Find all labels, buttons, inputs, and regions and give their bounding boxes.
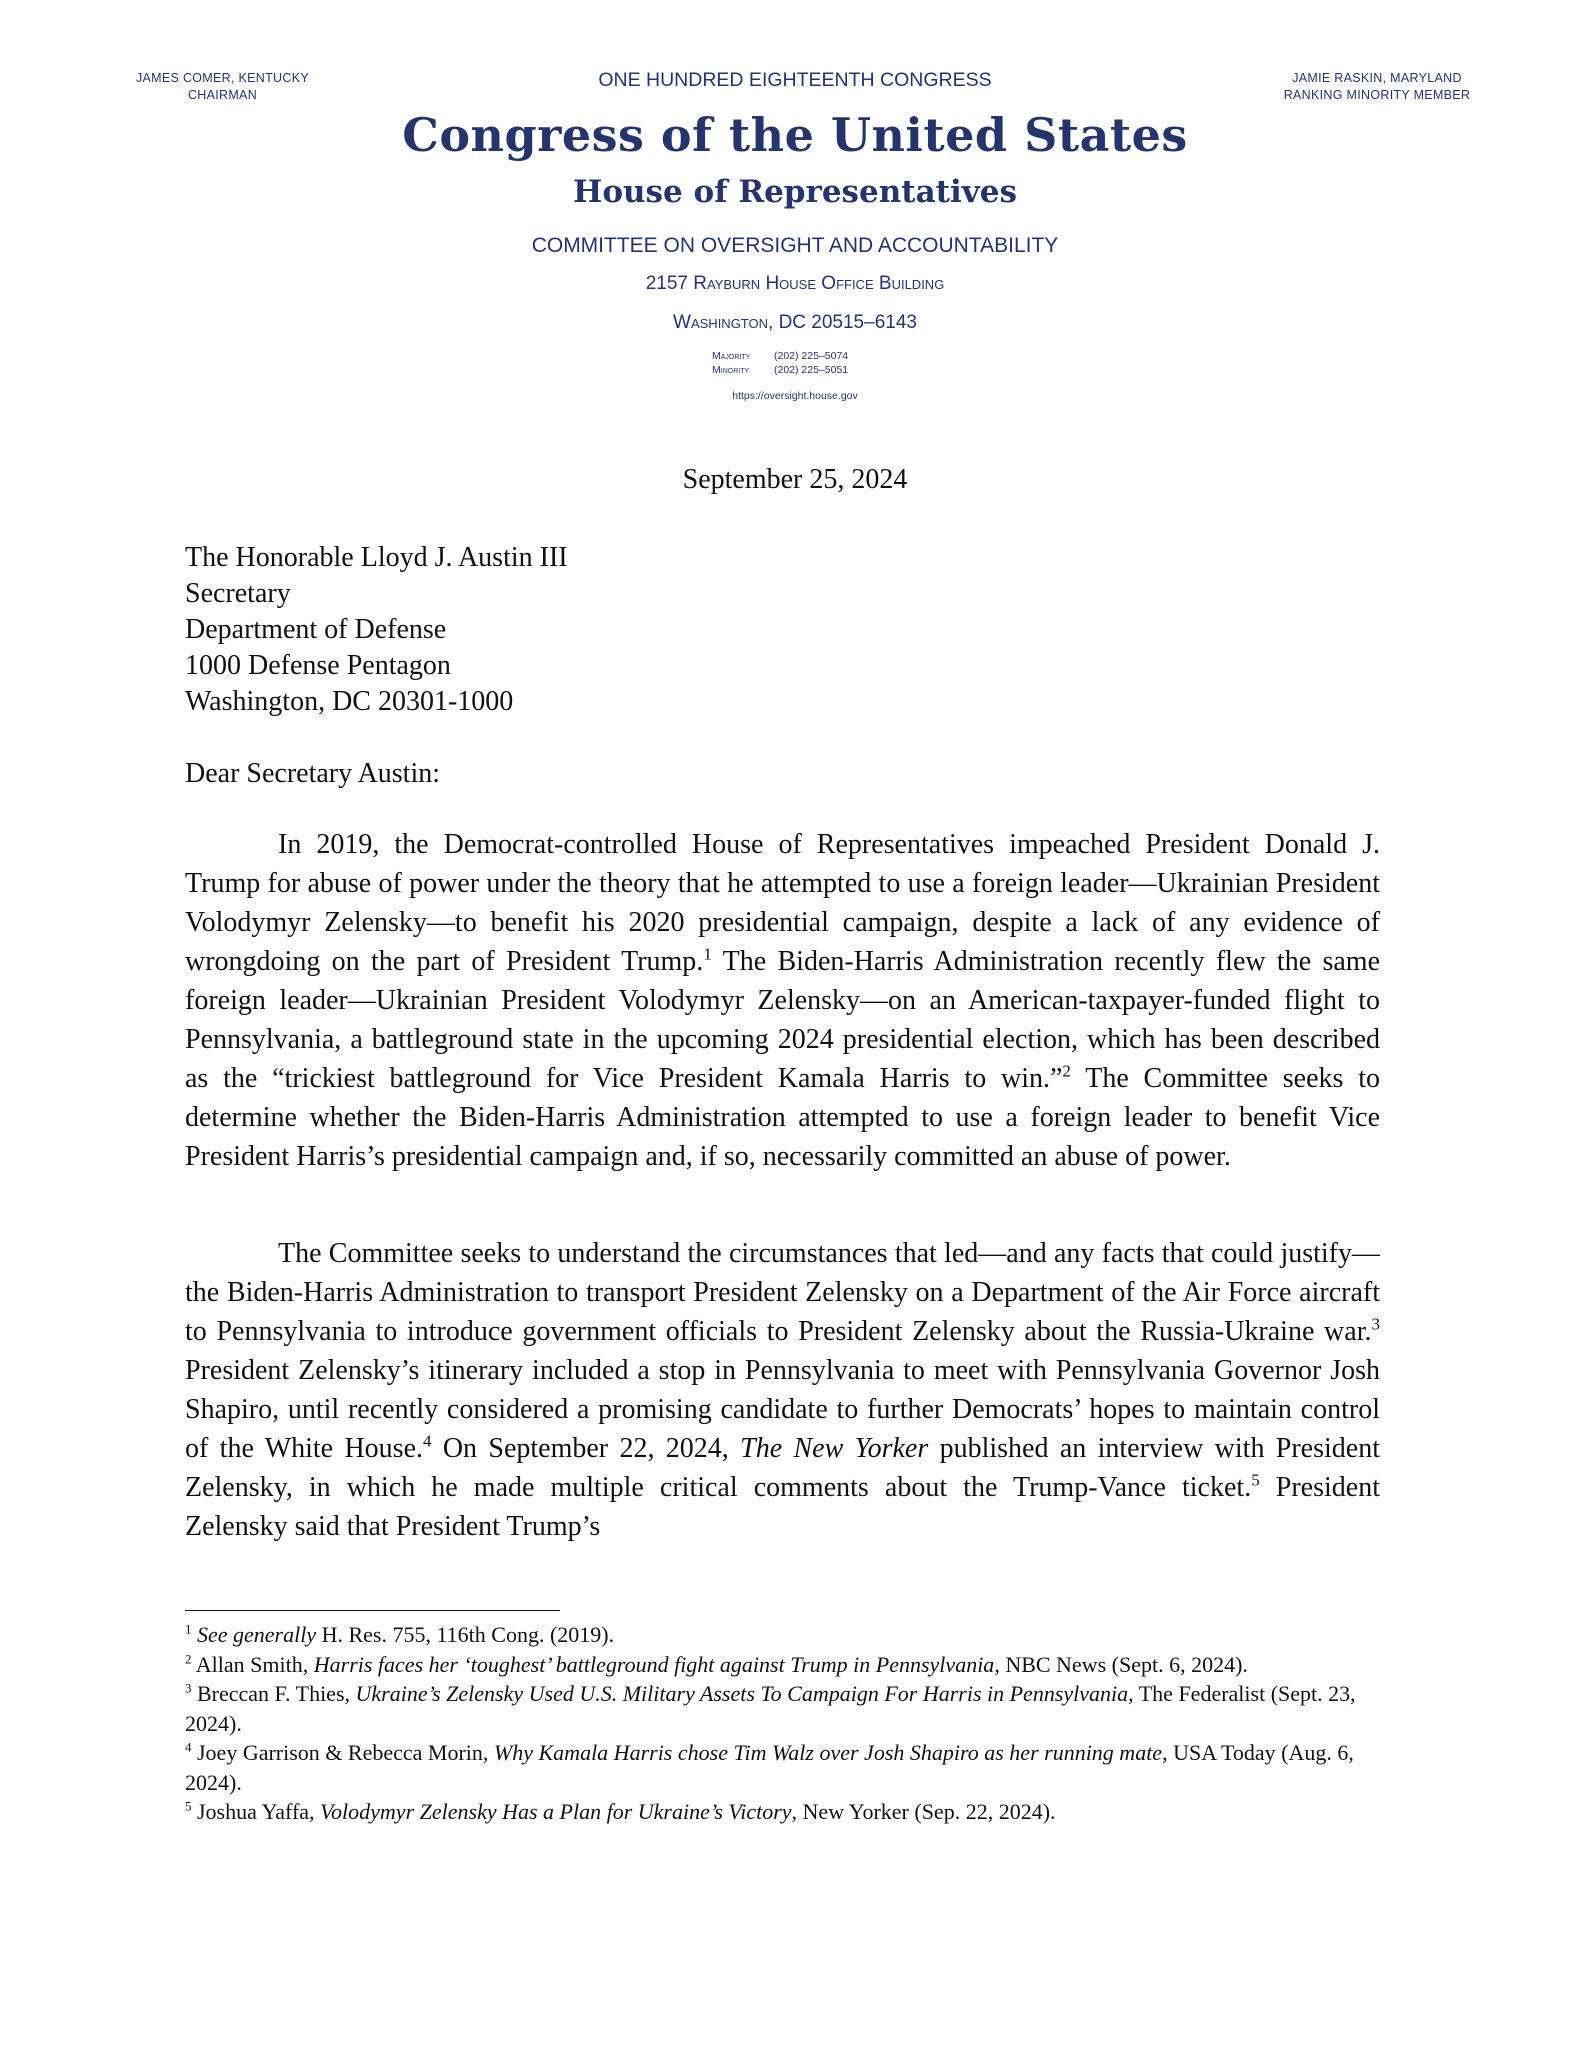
congress-number: ONE HUNDRED EIGHTEENTH CONGRESS xyxy=(598,69,992,91)
minority-phone-line xyxy=(712,364,848,378)
footnote-ref[interactable]: 1 xyxy=(703,944,712,964)
letter-date: September 25, 2024 xyxy=(682,464,908,495)
text-run: published an interview with President Zelensky, in which he made multiple critical comments about the Trump-Vance ticket. xyxy=(185,1433,1380,1503)
footnote-title: Volodymyr Zelensky Has a Plan for Ukraine’s Victory xyxy=(320,1799,792,1824)
text-run: The Biden-Harris Administration recently flew the same foreign leader—Ukrainian President Volodymyr Zelensky—on an American-taxpayer-funded flight to Pennsylvania, a battleground state in the upcoming 2024 presidential election, which has been described as the “trickiest battleground for Vice President Kamala Harris to win.” xyxy=(185,946,1380,1094)
house-title: House of Representatives xyxy=(573,174,1017,210)
recipient-line: Department of Defense xyxy=(185,614,447,645)
body-paragraph-2 xyxy=(185,1234,1380,1546)
footnote xyxy=(185,1738,1380,1797)
phone-numbers xyxy=(712,350,848,377)
footnote-ref[interactable]: 2 xyxy=(1062,1061,1071,1081)
footnote-text: H. Res. 755, 116th Cong. (2019). xyxy=(316,1622,615,1647)
recipient-line: Secretary xyxy=(185,578,291,609)
footnote-title: See generally xyxy=(197,1622,317,1647)
footnote-text: Joey Garrison & Rebecca Morin, xyxy=(197,1740,494,1765)
congress-title: Congress of the United States xyxy=(402,108,1188,162)
recipient-line: Washington, DC 20301-1000 xyxy=(185,686,514,717)
footnote-divider xyxy=(185,1610,560,1611)
footnote-text: Joshua Yaffa, xyxy=(197,1799,321,1824)
footnote-title: Harris faces her ‘toughest’ battleground fight against Trump in Pennsylvania xyxy=(313,1651,995,1677)
footnote xyxy=(185,1620,1380,1650)
footnote-ref[interactable]: 4 xyxy=(423,1431,432,1451)
footnote-text: , NBC News (Sept. 6, 2024). xyxy=(994,1651,1248,1677)
body-paragraph-1 xyxy=(185,825,1380,1176)
chairman-name: JAMES COMER, KENTUCKY xyxy=(136,71,309,85)
publication-title: The New Yorker xyxy=(740,1433,929,1464)
minority-label: Minority xyxy=(712,363,750,376)
recipient-line: The Honorable Lloyd J. Austin III xyxy=(185,542,568,573)
footnote xyxy=(185,1797,1380,1827)
text-run: President Zelensky’s itinerary included a stop in Pennsylvania to meet with Pennsylvania Governor Josh Shapiro, until recently considered a promising candidate to further Democrats’ hopes to maintain control of the White House. xyxy=(185,1355,1380,1464)
salutation: Dear Secretary Austin: xyxy=(185,758,441,789)
majority-label: Majority xyxy=(712,350,751,362)
building-address: 2157 Rayburn House Office Building xyxy=(645,273,945,294)
footnote-ref[interactable]: 5 xyxy=(1251,1470,1260,1490)
text-run: On September 22, 2024, xyxy=(431,1433,741,1464)
footnote-text: , The Federalist (Sept. 23, 2024). xyxy=(185,1681,1356,1736)
footnote-number: 5 xyxy=(185,1798,192,1814)
city-address: Washington, DC 20515–6143 xyxy=(673,312,917,333)
footnote-title: Ukraine’s Zelensky Used U.S. Military Assets To Campaign For Harris in Pennsylvania xyxy=(355,1681,1129,1706)
footnotes xyxy=(185,1620,1380,1827)
recipient-line: 1000 Defense Pentagon xyxy=(185,650,451,681)
footnote-number: 2 xyxy=(185,1651,192,1667)
committee-name: COMMITTEE ON OVERSIGHT AND ACCOUNTABILITY xyxy=(531,234,1059,257)
text-run: The Committee seeks to understand the circumstances that led—and any facts that could justify—the Biden-Harris Administration to transport President Zelensky on a Department of the Air Force aircraft to Pennsylvania to introduce government officials to President Zelensky about the Russia-Ukraine war. xyxy=(185,1238,1380,1347)
footnote-number: 3 xyxy=(185,1680,192,1696)
footnote-number: 4 xyxy=(185,1739,192,1755)
majority-phone: (202) 225–5074 xyxy=(774,350,849,362)
footnote-text: Breccan F. Thies, xyxy=(197,1681,356,1706)
footnote-ref[interactable]: 3 xyxy=(1371,1314,1380,1334)
footnote-text: , New Yorker (Sep. 22, 2024). xyxy=(791,1799,1056,1824)
text-run: The Committee seeks to determine whether the Biden-Harris Administration attempted to use a foreign leader to benefit Vice President Harris’s presidential campaign and, if so, necessarily committed an abuse of power. xyxy=(185,1063,1380,1172)
chairman-title: CHAIRMAN xyxy=(187,88,258,102)
text-run: In 2019, the Democrat-controlled House of Representatives impeached President Donald J. Trump for abuse of power under the theory that he attempted to use a foreign leader—Ukrainian President Volodymyr Zelensky—to benefit his 2020 presidential campaign, despite a lack of any evidence of wrongdoing on the part of President Trump. xyxy=(185,829,1380,977)
ranking-member-name: JAMIE RASKIN, MARYLAND xyxy=(1292,71,1462,85)
footnote xyxy=(185,1679,1380,1738)
footnote-title: Why Kamala Harris chose Tim Walz over Josh Shapiro as her running mate xyxy=(493,1740,1163,1765)
text-run: President Zelensky said that President Trump’s xyxy=(185,1472,1380,1542)
footnote-text: , USA Today (Aug. 6, 2024). xyxy=(185,1740,1354,1795)
recipient-address xyxy=(185,540,568,720)
minority-phone: (202) 225–5051 xyxy=(774,363,849,376)
footnote-text: Allan Smith, xyxy=(195,1651,314,1677)
ranking-member-title: RANKING MINORITY MEMBER xyxy=(1283,88,1471,102)
majority-phone-line xyxy=(712,350,848,364)
footnote xyxy=(185,1650,1380,1680)
footnote-number: 1 xyxy=(185,1621,192,1637)
website-link[interactable]: https://oversight.house.gov xyxy=(732,390,858,402)
